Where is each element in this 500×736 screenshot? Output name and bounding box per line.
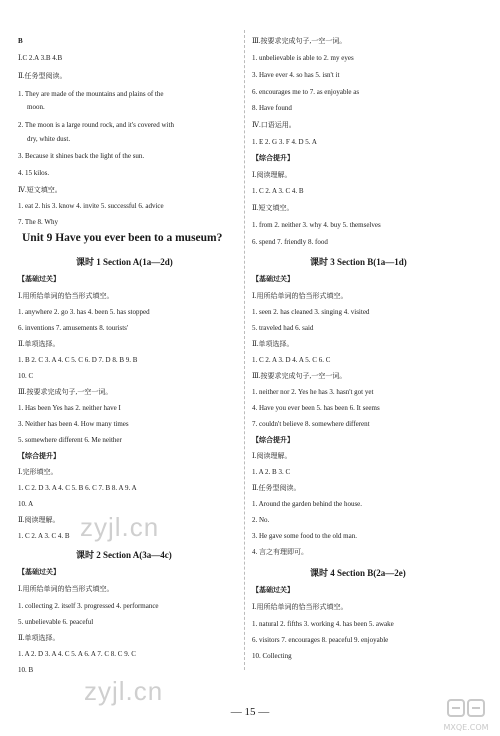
answer-line: 1. neither nor 2. Yes he has 3. hasn't got yet <box>252 388 374 396</box>
logo-icon <box>446 698 486 718</box>
answer-line: 4. 言之有理即可。 <box>252 548 308 556</box>
answer-line: 1. anywhere 2. go 3. has 4. been 5. has stopped <box>18 308 150 316</box>
watermark: zyjl.cn <box>84 676 164 706</box>
answer-line: 1. C 2. A 3. C 4. B <box>18 532 70 540</box>
answer-line: 4. Have you ever been 5. has been 6. It seems <box>252 404 380 412</box>
answer-line: 1. eat 2. his 3. know 4. invite 5. successful 6. advice <box>18 202 164 210</box>
site-logo <box>438 698 494 734</box>
answer-line: 3. Neither has been 4. How many times <box>18 420 129 428</box>
section-heading: Ⅰ.用所给单词的恰当形式填空。 <box>252 292 348 300</box>
section-heading: Ⅲ.按要求完成句子,一空一词。 <box>252 37 347 45</box>
answer-line: 1. seen 2. has cleaned 3. singing 4. visited <box>252 308 370 316</box>
section-heading: Ⅱ.单项选择。 <box>18 634 60 642</box>
watermark: zyjl.cn <box>80 512 160 542</box>
answer-line: 1. collecting 2. itself 3. progressed 4. performance <box>18 602 159 610</box>
answer-line: 1. They are made of the mountains and plains of the <box>18 90 164 98</box>
answer-line: 6. inventions 7. amusements 8. tourists' <box>18 324 129 332</box>
answer-line: 3. Have ever 4. so has 5. isn't it <box>252 71 340 79</box>
answer-line: 5. unbelievable 6. peaceful <box>18 618 94 626</box>
answer-line: 6. spend 7. friendly 8. food <box>252 238 328 246</box>
answer-line: 5. somewhere different 6. Me neither <box>18 436 122 444</box>
answer-line: 6. encourages me to 7. as enjoyable as <box>252 88 360 96</box>
section-heading: Ⅰ.用所给单词的恰当形式填空。 <box>252 603 348 611</box>
section-heading: Ⅱ.短文填空。 <box>252 204 294 212</box>
answer-line: 4. 15 kilos. <box>18 169 50 177</box>
answer-line: dry, white dust. <box>27 135 71 143</box>
answer-line: moon. <box>27 103 45 111</box>
answer-line: 1. C 2. D 3. A 4. C 5. B 6. C 7. B 8. A 9. A <box>18 484 137 492</box>
answer-line: 8. Have found <box>252 104 292 112</box>
section-heading: Ⅰ.阅读理解。 <box>252 171 292 179</box>
section-heading: Ⅱ.单项选择。 <box>18 340 60 348</box>
answer-line: 3. Because it shines back the light of the sun. <box>18 152 145 160</box>
answer-line: 1. unbelievable is able to 2. my eyes <box>252 54 354 62</box>
unit-title: Unit 9 Have you ever been to a museum? <box>22 232 223 244</box>
answer-line: 10. A <box>18 500 34 508</box>
block-heading: 【基础过关】 <box>252 586 294 594</box>
section-heading: Ⅰ.用所给单词的恰当形式填空。 <box>18 585 114 593</box>
lesson-title: 课时 3 Section B(1a—1d) <box>310 257 407 267</box>
answer-line: 6. visitors 7. encourages 8. peaceful 9. enjoyable <box>252 636 389 644</box>
block-heading: 【综合提升】 <box>252 436 294 444</box>
answer-line: 5. traveled had 6. said <box>252 324 314 332</box>
block-heading: 【综合提升】 <box>252 154 294 162</box>
answer-line: B <box>18 37 23 45</box>
answer-line: 2. No. <box>252 516 270 524</box>
lesson-title: 课时 4 Section B(2a—2e) <box>310 568 406 578</box>
block-heading: 【基础过关】 <box>252 275 294 283</box>
answer-line: 1. B 2. C 3. A 4. C 5. C 6. D 7. D 8. B 9. B <box>18 356 138 364</box>
column-divider <box>244 30 245 670</box>
section-heading: Ⅱ.单项选择。 <box>252 340 294 348</box>
section-heading: Ⅰ.用所给单词的恰当形式填空。 <box>18 292 114 300</box>
answer-line: 3. He gave some food to the old man. <box>252 532 357 540</box>
answer-line: 1. natural 2. fifths 3. working 4. has been 5. awake <box>252 620 394 628</box>
answer-line: 7. couldn't believe 8. somewhere different <box>252 420 370 428</box>
section-heading: Ⅳ.口语运用。 <box>252 121 296 129</box>
lesson-title: 课时 1 Section A(1a—2d) <box>76 257 173 267</box>
answer-line: 10. B <box>18 666 34 674</box>
answer-line: 1. A 2. D 3. A 4. C 5. A 6. A 7. C 8. C 9. C <box>18 650 136 658</box>
section-heading: Ⅱ.任务型阅读。 <box>252 484 301 492</box>
logo-text: MXQE.COM <box>443 723 489 732</box>
answer-line: 1. C 2. A 3. D 4. A 5. C 6. C <box>252 356 331 364</box>
answer-line: 1. Around the garden behind the house. <box>252 500 363 508</box>
answer-line: 7. The 8. Why <box>18 218 58 226</box>
section-heading: Ⅰ.阅读理解。 <box>252 452 292 460</box>
answer-line: Ⅰ.C 2.A 3.B 4.B <box>18 54 63 62</box>
page-number: — 15 — <box>230 706 270 718</box>
section-heading: Ⅳ.短文填空。 <box>18 186 62 194</box>
answer-line: 10. Collecting <box>252 652 292 660</box>
section-heading: Ⅰ.完形填空。 <box>18 468 58 476</box>
answer-line: 1. from 2. neither 3. why 4. buy 5. themselves <box>252 221 381 229</box>
answer-line: 1. A 2. B 3. C <box>252 468 291 476</box>
answer-line: 2. The moon is a large round rock, and it's covered with <box>18 121 174 129</box>
answer-line: 1. E 2. G 3. F 4. D 5. A <box>252 138 317 146</box>
section-heading: Ⅱ.任务型阅读。 <box>18 72 67 80</box>
block-heading: 【综合提升】 <box>18 452 60 460</box>
answer-line: 1. C 2. A 3. C 4. B <box>252 187 304 195</box>
section-heading: Ⅱ.阅读理解。 <box>18 516 60 524</box>
block-heading: 【基础过关】 <box>18 568 60 576</box>
answer-line: 10. C <box>18 372 34 380</box>
lesson-title: 课时 2 Section A(3a—4c) <box>76 550 172 560</box>
block-heading: 【基础过关】 <box>18 275 60 283</box>
section-heading: Ⅲ.按要求完成句子,一空一词。 <box>18 388 113 396</box>
section-heading: Ⅲ.按要求完成句子,一空一词。 <box>252 372 347 380</box>
answer-line: 1. Has been Yes has 2. neither have I <box>18 404 121 412</box>
